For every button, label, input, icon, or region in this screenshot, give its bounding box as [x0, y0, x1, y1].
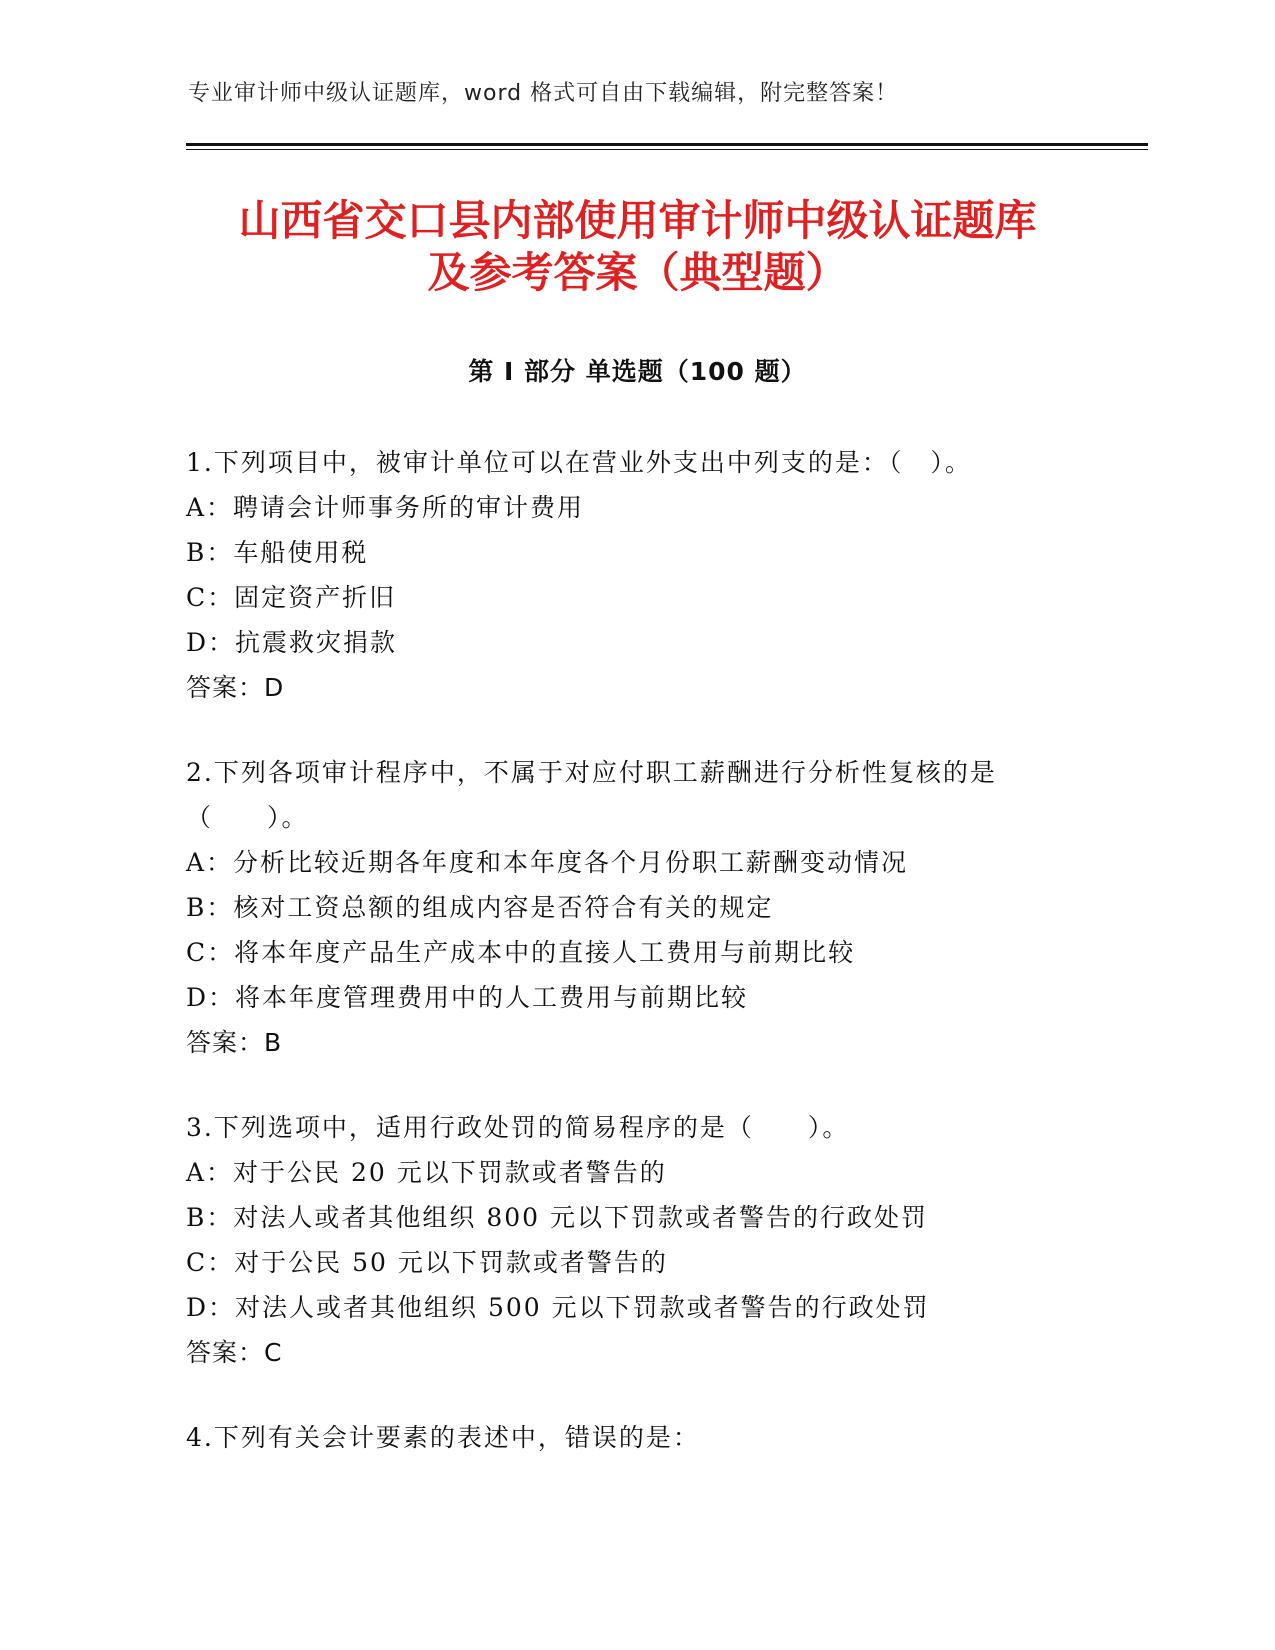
- question-stem: 1.下列项目中，被审计单位可以在营业外支出中列支的是：（ ）。: [186, 448, 972, 477]
- option-c: C：对于公民 50 元以下罚款或者警告的: [186, 1248, 668, 1277]
- answer: 答案：D: [186, 673, 285, 702]
- option-b: B：对法人或者其他组织 800 元以下罚款或者警告的行政处罚: [186, 1203, 928, 1232]
- option-d: D：对法人或者其他组织 500 元以下罚款或者警告的行政处罚: [186, 1293, 930, 1322]
- question-stem: 3.下列选项中，适用行政处罚的简易程序的是（ ）。: [186, 1113, 850, 1142]
- option-b: B：车船使用税: [186, 538, 369, 567]
- option-d: D：抗震救灾捐款: [186, 628, 398, 657]
- header-rule-thin: [186, 149, 1148, 150]
- answer: 答案：C: [186, 1338, 283, 1367]
- header-note: 专业审计师中级认证题库，word 格式可自由下载编辑，附完整答案！: [188, 81, 899, 106]
- section-title: 第 I 部分 单选题（100 题）: [468, 357, 807, 386]
- option-a: A：聘请会计师事务所的审计费用: [186, 493, 585, 522]
- question-stem: 4.下列有关会计要素的表述中，错误的是：: [186, 1423, 700, 1452]
- document-title-line-2: 及参考答案（典型题）: [427, 248, 848, 297]
- option-d: D：将本年度管理费用中的人工费用与前期比较: [186, 983, 749, 1012]
- question-list: [186, 440, 1086, 1500]
- document-title: [100, 195, 1175, 299]
- question-1: [186, 440, 1086, 710]
- option-a: A：对于公民 20 元以下罚款或者警告的: [186, 1158, 667, 1187]
- header-rule-thick: [186, 143, 1148, 146]
- option-b: B：核对工资总额的组成内容是否符合有关的规定: [186, 893, 774, 922]
- question-3: [186, 1105, 1086, 1375]
- question-2: [186, 750, 1086, 1065]
- option-a: A：分析比较近期各年度和本年度各个月份职工薪酬变动情况: [186, 848, 909, 877]
- option-c: C：将本年度产品生产成本中的直接人工费用与前期比较: [186, 938, 856, 967]
- option-c: C：固定资产折旧: [186, 583, 397, 612]
- question-4: [186, 1415, 1086, 1460]
- answer: 答案：B: [186, 1028, 283, 1057]
- question-stem: 2.下列各项审计程序中，不属于对应付职工薪酬进行分析性复核的是（ ）。: [186, 758, 997, 832]
- document-title-line-1: 山西省交口县内部使用审计师中级认证题库: [238, 196, 1037, 245]
